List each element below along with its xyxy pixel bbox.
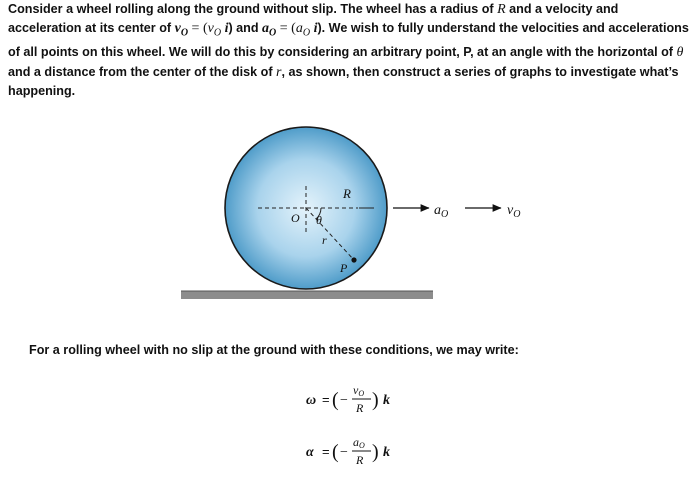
symbol-alpha: α — [306, 445, 314, 460]
lead-sentence: For a rolling wheel with no slip at the ground with these conditions, we may write: — [29, 343, 519, 357]
fraction-numerator-v: vO — [353, 383, 365, 398]
intro-text-6: , as shown, then construct a series of graphs to investigate what’s happening. — [8, 64, 679, 99]
label-P: P — [340, 261, 348, 275]
fraction-denominator: R — [356, 401, 364, 415]
unit-vector-k: k — [383, 393, 390, 408]
subscript-o: O — [213, 27, 222, 39]
minus-sign: − — [340, 393, 348, 408]
intro-text-3: ) and — [228, 21, 263, 36]
intro-text-4: ). We wish to fully understand the velocities and accelerations of all points on this wheel. We will do this by considering an arbitrary point, P, at an angle with the horizontal of — [8, 21, 689, 60]
intro-text-1: Consider a wheel rolling along the ground without slip. The wheel has a radius of — [8, 2, 498, 16]
unit-vector-i: i — [310, 21, 318, 37]
symbol-theta: θ — [676, 45, 684, 61]
minus-sign: − — [340, 445, 348, 460]
ground-bar — [181, 291, 433, 299]
equals-paren: = ( — [188, 21, 208, 37]
label-R: R — [343, 186, 351, 201]
unit-vector-k: k — [383, 445, 390, 460]
subscript-o: O — [180, 27, 189, 39]
paren-left: ( — [332, 389, 339, 411]
symbol-v: v — [207, 21, 214, 37]
symbol-R: R — [497, 2, 506, 17]
symbol-a: a — [295, 21, 303, 37]
paren-right: ) — [372, 389, 379, 411]
equals-paren: = ( — [276, 21, 296, 37]
symbol-a-vector: a — [262, 21, 270, 37]
label-O: O — [291, 211, 300, 225]
equals-sign: = — [322, 392, 330, 407]
fraction-denominator: R — [356, 453, 364, 467]
alpha-equation — [306, 435, 390, 467]
unit-vector-i: i — [221, 21, 229, 37]
equals-sign: = — [322, 444, 330, 459]
intro-text-5: and a distance from the center of the disk of — [8, 64, 277, 79]
symbol-omega: ω — [306, 393, 317, 408]
fraction-numerator-a: aO — [353, 435, 365, 450]
point-p-dot — [351, 257, 356, 262]
omega-equation — [306, 383, 390, 415]
label-v-o: $v_O$ — [507, 203, 521, 220]
paren-left: ( — [332, 441, 339, 463]
subscript-o: O — [269, 27, 277, 39]
intro-text-2: and a velocity and acceleration at its center of — [8, 2, 619, 36]
symbol-r: r — [276, 64, 282, 80]
label-theta: θ — [316, 213, 322, 227]
label-r: r — [322, 233, 327, 247]
paren-right: ) — [372, 441, 379, 463]
label-a-o: $a_O$ — [434, 203, 449, 220]
symbol-v-vector: v — [174, 21, 181, 37]
subscript-o: O — [302, 27, 311, 39]
